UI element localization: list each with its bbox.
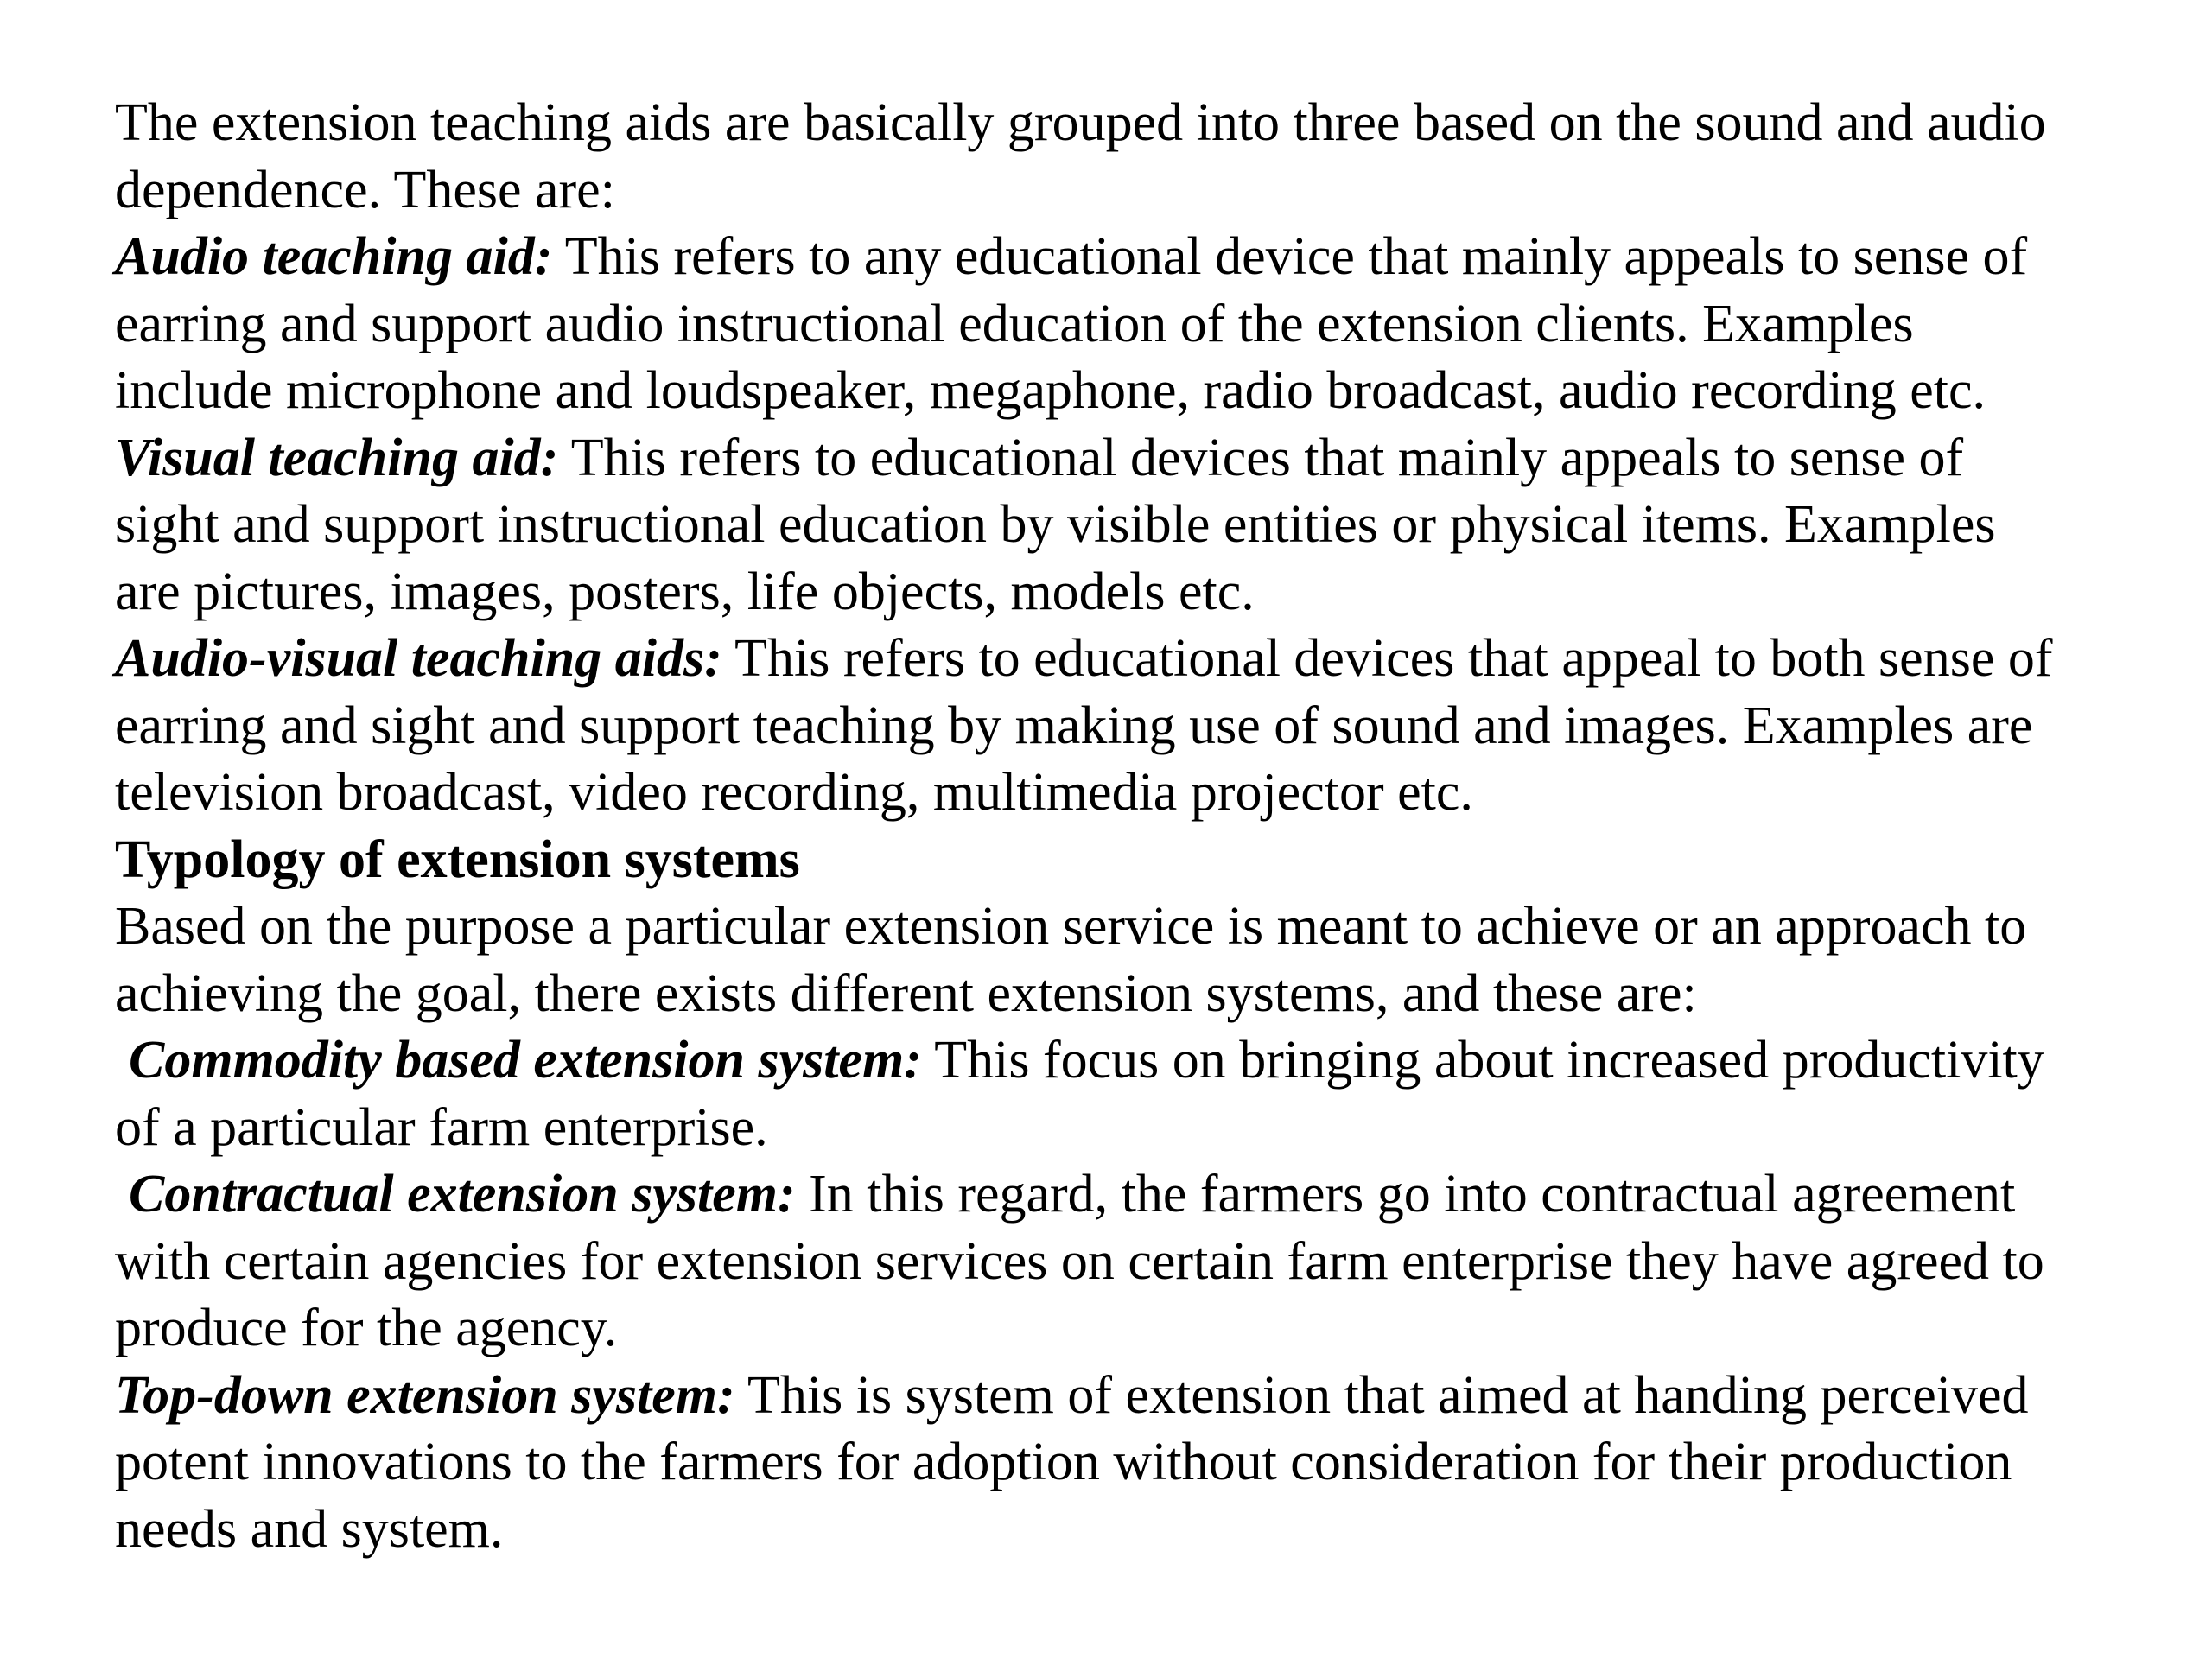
- contractual-line-3: produce for the agency.: [115, 1299, 618, 1357]
- topdown-term: Top-down extension system:: [115, 1365, 735, 1425]
- topdown-line-2: potent innovations to the farmers for adoption without consideration for their production: [115, 1433, 2012, 1491]
- audio-aid-line-3: include microphone and loudspeaker, megaphone, radio broadcast, audio recording etc.: [115, 361, 1986, 420]
- typology-heading: Typology of extension systems: [115, 830, 800, 889]
- visual-aid-line-3: are pictures, images, posters, life objects, models etc.: [115, 562, 1255, 621]
- commodity-term: Commodity based extension system:: [129, 1031, 922, 1090]
- commodity-text-1: This focus on bringing about increased productivity: [921, 1031, 2044, 1090]
- intro-line-1: The extension teaching aids are basically grouped into three based on the sound and audio: [115, 93, 2046, 152]
- audiovisual-aid-line-1: [115, 626, 2141, 693]
- visual-aid-text-1: This refers to educational devices that mainly appeals to sense of: [558, 428, 1964, 487]
- audiovisual-aid-text-1: This refers to educational devices that appeal to both sense of: [721, 629, 2053, 688]
- audio-aid-term: Audio teaching aid:: [115, 227, 553, 286]
- typology-line-2: achieving the goal, there exists different extension systems, and these are:: [115, 963, 1697, 1023]
- audiovisual-aid-line-3: television broadcast, video recording, multimedia projector etc.: [115, 763, 1473, 822]
- contractual-line-2: with certain agencies for extension services on certain farm enterprise they have agreed to: [115, 1231, 2044, 1291]
- audio-aid-line-2: earring and support audio instructional education of the extension clients. Examples: [115, 294, 1914, 353]
- commodity-line-2: of a particular farm enterprise.: [115, 1097, 768, 1157]
- commodity-line-1: [115, 1027, 2141, 1095]
- document-body: [115, 90, 2141, 1563]
- audiovisual-aid-line-2: earring and sight and support teaching by making use of sound and images. Examples are: [115, 696, 2033, 755]
- visual-aid-line-2: sight and support instructional education by visible entities or physical items. Examples: [115, 495, 1996, 554]
- audio-aid-line-1: [115, 224, 2141, 291]
- contractual-text-1: In this regard, the farmers go into contractual agreement: [795, 1165, 2016, 1224]
- visual-aid-term: Visual teaching aid:: [115, 428, 559, 487]
- topdown-text-1: This is system of extension that aimed at handing perceived: [734, 1365, 2029, 1425]
- audio-aid-text-1: This refers to any educational device that mainly appeals to sense of: [552, 227, 2028, 286]
- topdown-line-3: needs and system.: [115, 1499, 504, 1559]
- audiovisual-aid-term: Audio-visual teaching aids:: [115, 629, 722, 688]
- visual-aid-line-1: [115, 425, 2141, 493]
- intro-line-2: dependence. These are:: [115, 160, 615, 219]
- typology-line-1: Based on the purpose a particular extension service is meant to achieve or an approach to: [115, 897, 2027, 956]
- contractual-line-1: [115, 1161, 2141, 1229]
- topdown-line-1: [115, 1363, 2141, 1430]
- contractual-term: Contractual extension system:: [129, 1165, 796, 1224]
